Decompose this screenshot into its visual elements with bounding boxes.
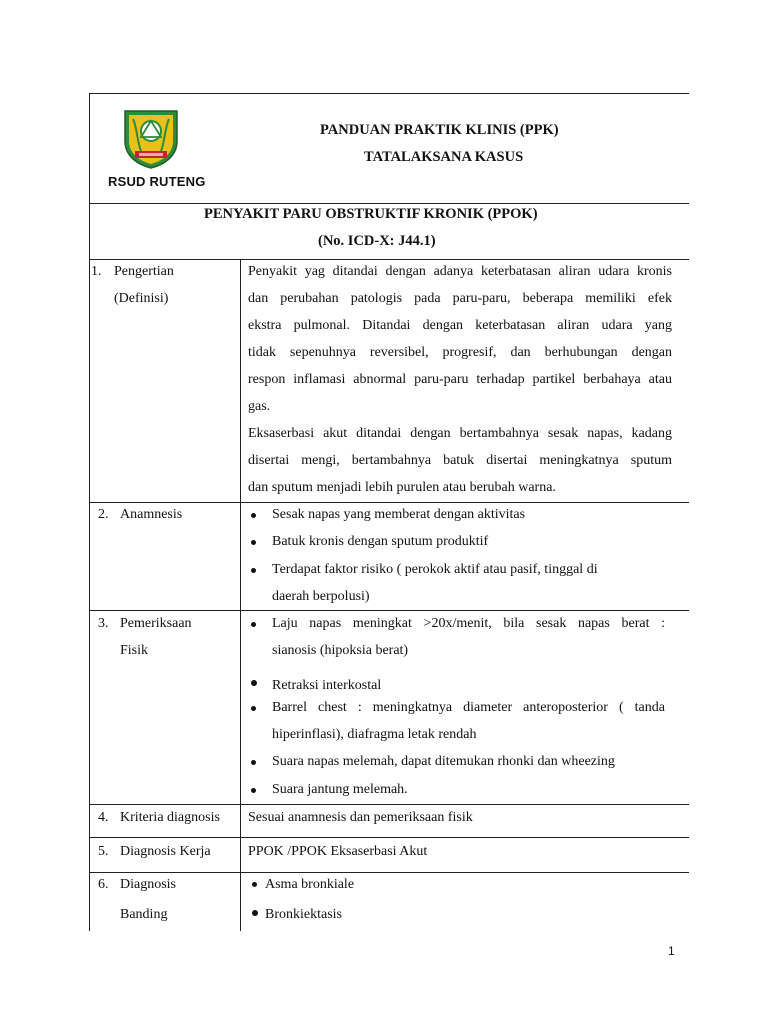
divider-row4 <box>89 837 689 838</box>
divider-row1 <box>89 502 689 503</box>
row6-label: Diagnosis <box>120 877 176 892</box>
row3-label: Fisik <box>120 643 149 658</box>
row2-bullet: Batuk kronis dengan sputum produktif <box>272 534 489 549</box>
bullet-icon <box>252 882 257 887</box>
bullet-icon <box>251 788 256 793</box>
bullet-icon <box>251 622 256 627</box>
row5-label: Diagnosis Kerja <box>120 844 211 859</box>
bullet-icon <box>251 568 256 573</box>
row1-line: Eksaserbasi akut ditandai dengan bertambahnya sesak napas, kadang <box>248 426 672 441</box>
bullet-icon <box>251 706 256 711</box>
row3-bullet-continued: hiperinflasi), diafragma letak rendah <box>272 727 477 742</box>
row1-line: tidak sepenuhnya reversibel, progresif, dan berhubungan dengan <box>248 345 672 360</box>
page-number: 1 <box>668 944 675 958</box>
row4-content: Sesuai anamnesis dan pemeriksaan fisik <box>248 810 473 825</box>
bullet-icon <box>252 910 258 916</box>
row2-label: Anamnesis <box>120 507 183 522</box>
row3-label: Pemeriksaan <box>120 616 192 631</box>
divider-row2 <box>89 610 689 611</box>
row1-line: ekstra pulmonal. Ditandai dengan keterbatasan aliran udara yang <box>248 318 672 333</box>
row6-bullet: Asma bronkiale <box>265 877 355 892</box>
bullet-icon <box>251 760 256 765</box>
row3-bullet: Suara napas melemah, dapat ditemukan rhonki dan wheezing <box>272 754 615 769</box>
column-divider <box>240 259 241 931</box>
bullet-icon <box>251 680 257 686</box>
row6-bullet: Bronkiektasis <box>265 907 342 922</box>
row4-label: Kriteria diagnosis <box>120 810 220 825</box>
row5-content: PPOK /PPOK Eksaserbasi Akut <box>248 844 428 859</box>
row1-line: dan perubahan patologis pada paru-paru, beberapa memiliki efek <box>248 291 672 306</box>
row1-label: (Definisi) <box>114 291 169 306</box>
row1-number: 1. <box>91 264 102 279</box>
row1-line: gas. <box>248 399 271 414</box>
row2-number: 2. <box>98 507 109 522</box>
hospital-name: RSUD RUTENG <box>108 174 206 189</box>
row3-bullet: Laju napas meningkat >20x/menit, bila sesak napas berat : <box>272 616 665 631</box>
bullet-icon <box>251 540 256 545</box>
divider-row3 <box>89 804 689 805</box>
bullet-icon <box>251 513 256 518</box>
row3-bullet-continued: sianosis (hipoksia berat) <box>272 643 409 658</box>
row1-line: dan sputum menjadi lebih purulen atau berubah warna. <box>248 480 556 495</box>
document-subtitle: TATALAKSANA KASUS <box>364 149 524 165</box>
row2-bullet: Sesak napas yang memberat dengan aktivitas <box>272 507 526 522</box>
row5-number: 5. <box>98 844 109 859</box>
row6-number: 6. <box>98 877 109 892</box>
divider-title <box>89 259 689 260</box>
row1-label: Pengertian <box>114 264 174 279</box>
row1-line: disertai mengi, bertambahnya batuk disertai meningkatnya sputum <box>248 453 672 468</box>
document-title: PANDUAN PRAKTIK KLINIS (PPK) <box>320 122 559 138</box>
disease-title: PENYAKIT PARU OBSTRUKTIF KRONIK (PPOK) <box>204 206 538 222</box>
row1-line: respon inflamasi abnormal paru-paru terhadap partikel berbahaya atau <box>248 372 672 387</box>
row3-bullet: Barrel chest : meningkatnya diameter anteroposterior ( tanda <box>272 700 665 715</box>
regional-emblem-icon <box>119 107 183 169</box>
divider-header <box>89 203 689 204</box>
row1-line: Penyakit yag ditandai dengan adanya keterbatasan aliran udara kronis <box>248 264 672 279</box>
row6-label: Banding <box>120 907 168 922</box>
row2-bullet: Terdapat faktor risiko ( perokok aktif atau pasif, tinggal di <box>272 562 598 577</box>
icd-code: (No. ICD-X: J44.1) <box>318 233 436 249</box>
row3-bullet: Suara jantung melemah. <box>272 782 408 797</box>
row2-bullet-continued: daerah berpolusi) <box>272 589 370 604</box>
row3-number: 3. <box>98 616 109 631</box>
divider-row5 <box>89 872 689 873</box>
row4-number: 4. <box>98 810 109 825</box>
row3-bullet: Retraksi interkostal <box>272 678 382 693</box>
